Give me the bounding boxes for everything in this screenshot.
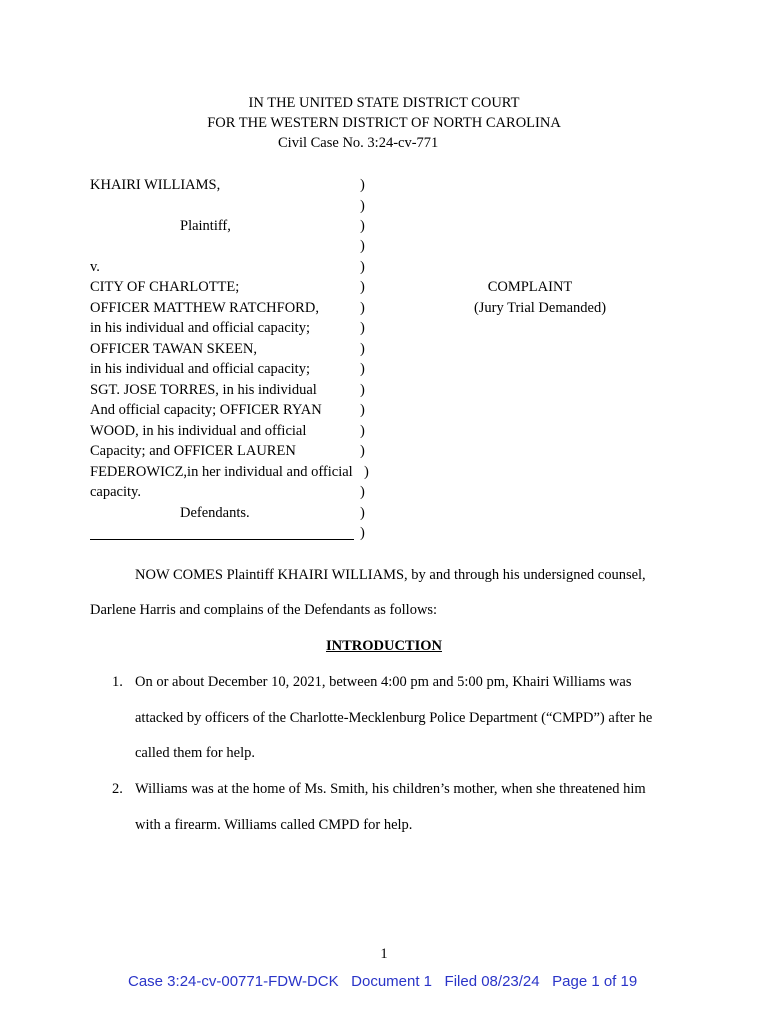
caption-paren: ) xyxy=(360,320,365,336)
jury-trial-note: (Jury Trial Demanded) xyxy=(473,300,607,316)
case-number: Civil Case No. 3:24-cv-771 xyxy=(278,135,439,151)
caption-paren: ) xyxy=(360,259,365,275)
caption-paren: ) xyxy=(360,484,365,500)
caption-paren: ) xyxy=(360,402,365,418)
footer-stamp xyxy=(128,973,637,990)
caption-line: OFFICER TAWAN SKEEN, xyxy=(90,341,257,357)
list-item-line: Williams was at the home of Ms. Smith, his children’s mother, when she threatened him xyxy=(135,781,646,797)
list-item-line: On or about December 10, 2021, between 4:00 pm and 5:00 pm, Khairi Williams was xyxy=(135,674,632,690)
footer-case-number: Case 3:24-cv-00771-FDW-DCK xyxy=(128,973,339,990)
caption-paren: ) xyxy=(360,218,365,234)
caption-line: SGT. JOSE TORRES, in his individual xyxy=(90,382,317,398)
caption-line: WOOD, in his individual and official xyxy=(90,423,307,439)
caption-line: in his individual and official capacity; xyxy=(90,320,310,336)
intro-paragraph-line1: NOW COMES Plaintiff KHAIRI WILLIAMS, by and through his undersigned counsel, xyxy=(135,567,646,583)
caption-paren: ) xyxy=(360,382,365,398)
caption-line: CITY OF CHARLOTTE; xyxy=(90,279,240,295)
court-name-line2: FOR THE WESTERN DISTRICT OF NORTH CAROLINA xyxy=(207,115,561,131)
caption-paren: ) xyxy=(360,525,365,541)
page-number: 1 xyxy=(380,946,388,962)
caption-paren: ) xyxy=(364,464,369,480)
list-item-line: with a firearm. Williams called CMPD for help. xyxy=(135,817,413,833)
caption-line: Capacity; and OFFICER LAUREN xyxy=(90,443,296,459)
intro-paragraph-line2: Darlene Harris and complains of the Defendants as follows: xyxy=(90,602,438,618)
caption-line: Defendants. xyxy=(180,505,250,521)
caption-paren: ) xyxy=(360,341,365,357)
list-item-line: called them for help. xyxy=(135,745,255,761)
footer-document: Document 1 xyxy=(351,973,433,990)
list-item-line: attacked by officers of the Charlotte-Mecklenburg Police Department (“CMPD”) after he xyxy=(135,710,653,726)
section-heading: INTRODUCTION xyxy=(325,638,442,654)
court-name-line1: IN THE UNITED STATE DISTRICT COURT xyxy=(248,95,520,111)
caption-line: OFFICER MATTHEW RATCHFORD, xyxy=(90,300,319,316)
caption-line: in his individual and official capacity; xyxy=(90,361,310,377)
caption-paren: ) xyxy=(360,300,365,316)
caption-paren: ) xyxy=(360,177,365,193)
caption-paren: ) xyxy=(360,238,365,254)
caption-paren: ) xyxy=(360,198,365,214)
caption-paren: ) xyxy=(360,443,365,459)
footer-page-count: Page 1 of 19 xyxy=(552,973,638,990)
footer-filed-date: Filed 08/23/24 xyxy=(444,973,540,990)
list-item-number: 2. xyxy=(112,781,123,797)
caption-paren: ) xyxy=(360,505,365,521)
caption-line: capacity. xyxy=(90,484,141,500)
complaint-title: COMPLAINT xyxy=(487,279,573,295)
caption-paren: ) xyxy=(360,361,365,377)
caption-paren: ) xyxy=(360,279,365,295)
list-item-number: 1. xyxy=(112,674,123,690)
caption-line: v. xyxy=(90,259,100,275)
caption-signature-rule xyxy=(90,539,354,540)
caption-line: Plaintiff, xyxy=(180,218,231,234)
caption-line: KHAIRI WILLIAMS, xyxy=(90,177,221,193)
caption-line: And official capacity; OFFICER RYAN xyxy=(90,402,322,418)
caption-paren: ) xyxy=(360,423,365,439)
caption-line: FEDEROWICZ,in her individual and official xyxy=(90,464,353,480)
